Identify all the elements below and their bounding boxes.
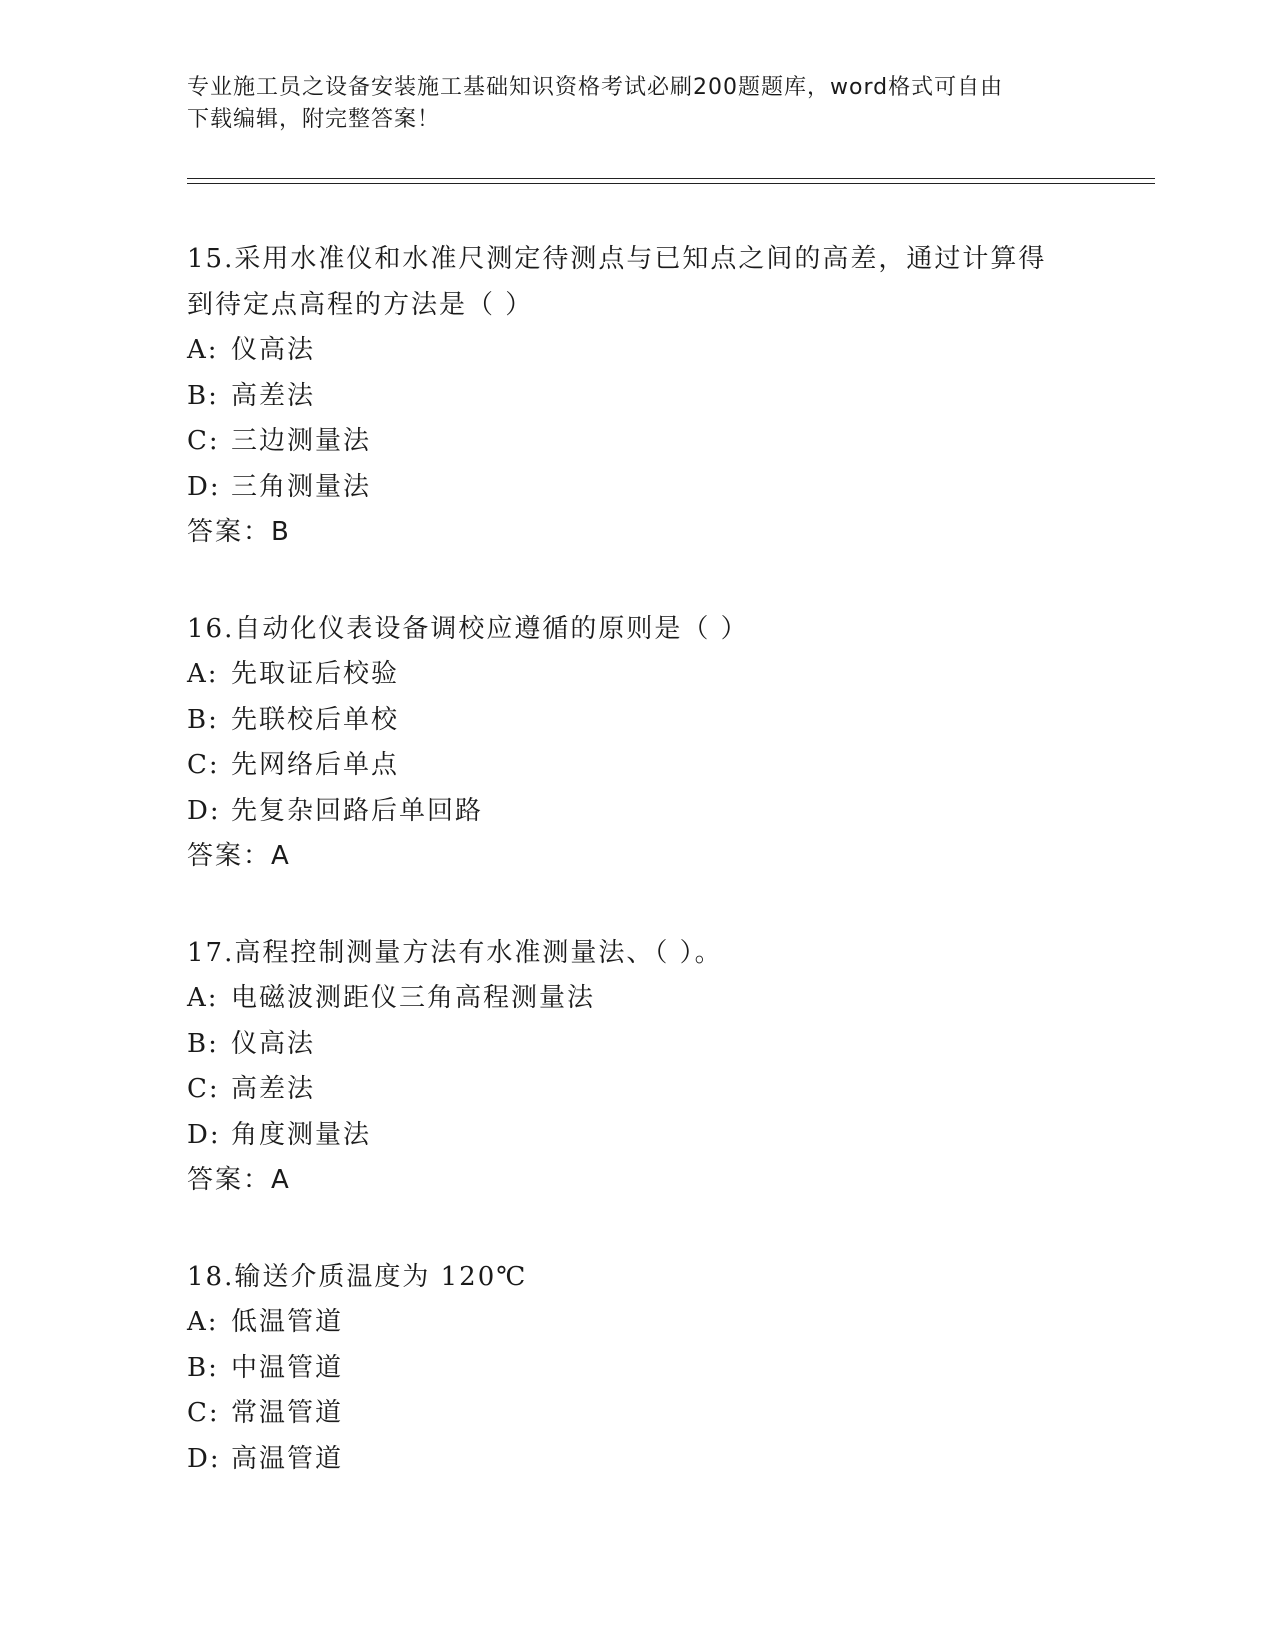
- option-text: 角度测量法: [231, 1119, 372, 1150]
- option-a: [187, 652, 1087, 698]
- question-spacer: [187, 880, 1087, 931]
- option-b: [187, 1022, 1087, 1068]
- option-c: [187, 743, 1087, 789]
- question-stem: 15.采用水准仪和水准尺测定待测点与已知点之间的高差，通过计算得: [187, 244, 1047, 274]
- option-a: [187, 1300, 1087, 1346]
- option-text: 先联校后单校: [231, 704, 400, 735]
- header-divider-bottom: [187, 183, 1155, 184]
- option-d: [187, 789, 1087, 835]
- option-letter: B:: [187, 380, 219, 411]
- option-text: 高差法: [231, 380, 316, 411]
- option-letter: B:: [187, 704, 219, 735]
- option-text: 先取证后校验: [231, 659, 400, 689]
- option-text: 常温管道: [231, 1398, 344, 1428]
- question-list: [187, 237, 1087, 1482]
- option-text: 仪高法: [231, 1028, 316, 1059]
- option-letter: D:: [187, 1119, 221, 1150]
- option-text: 仪高法: [231, 335, 316, 365]
- question-stem: 16.自动化仪表设备调校应遵循的原则是（ ）: [187, 613, 749, 644]
- option-letter: A:: [187, 1307, 219, 1337]
- option-letter: C:: [187, 1398, 220, 1428]
- question-17: [187, 931, 1087, 1204]
- question-15: [187, 237, 1087, 556]
- option-text: 先复杂回路后单回路: [231, 795, 484, 826]
- option-text: 低温管道: [231, 1307, 344, 1337]
- option-c: [187, 419, 1087, 465]
- option-letter: D:: [187, 471, 221, 502]
- option-a: [187, 328, 1087, 374]
- answer-line: 答案：B: [187, 517, 291, 547]
- option-d: [187, 465, 1087, 511]
- header-line-1: 专业施工员之设备安装施工基础知识资格考试必刷200题题库，word格式可自由: [187, 75, 1004, 100]
- option-letter: C:: [187, 426, 220, 456]
- option-b: [187, 698, 1087, 744]
- option-letter: B:: [187, 1028, 219, 1059]
- question-18: [187, 1255, 1087, 1483]
- option-letter: D:: [187, 1443, 221, 1474]
- option-text: 先网络后单点: [231, 750, 400, 780]
- answer-line: 答案：A: [187, 841, 291, 871]
- header-divider-top: [187, 178, 1155, 179]
- header-line-2: 下载编辑，附完整答案！: [187, 107, 441, 132]
- option-text: 高温管道: [231, 1443, 344, 1474]
- option-c: [187, 1067, 1087, 1113]
- option-letter: A:: [187, 335, 219, 365]
- option-letter: C:: [187, 750, 220, 780]
- question-spacer: [187, 1204, 1087, 1255]
- question-stem: 17.高程控制测量方法有水准测量法、（ ）。: [187, 937, 723, 968]
- option-text: 高差法: [231, 1074, 316, 1104]
- answer-line: 答案：A: [187, 1165, 291, 1195]
- option-text: 中温管道: [231, 1352, 344, 1383]
- option-a: [187, 976, 1087, 1022]
- question-16: [187, 607, 1087, 880]
- option-d: [187, 1437, 1087, 1483]
- option-text: 三角测量法: [231, 471, 372, 502]
- option-b: [187, 1346, 1087, 1392]
- option-letter: C:: [187, 1074, 220, 1104]
- option-c: [187, 1391, 1087, 1437]
- option-text: 三边测量法: [231, 426, 372, 456]
- question-spacer: [187, 556, 1087, 607]
- option-letter: B:: [187, 1352, 219, 1383]
- option-b: [187, 374, 1087, 420]
- option-d: [187, 1113, 1087, 1159]
- option-letter: A:: [187, 659, 219, 689]
- document-header: [187, 72, 1067, 136]
- option-letter: D:: [187, 795, 221, 826]
- option-text: 电磁波测距仪三角高程测量法: [231, 983, 596, 1013]
- option-letter: A:: [187, 983, 219, 1013]
- question-stem: 18.输送介质温度为 120℃: [187, 1261, 528, 1292]
- question-stem-continued: 到待定点高程的方法是（ ）: [187, 289, 534, 320]
